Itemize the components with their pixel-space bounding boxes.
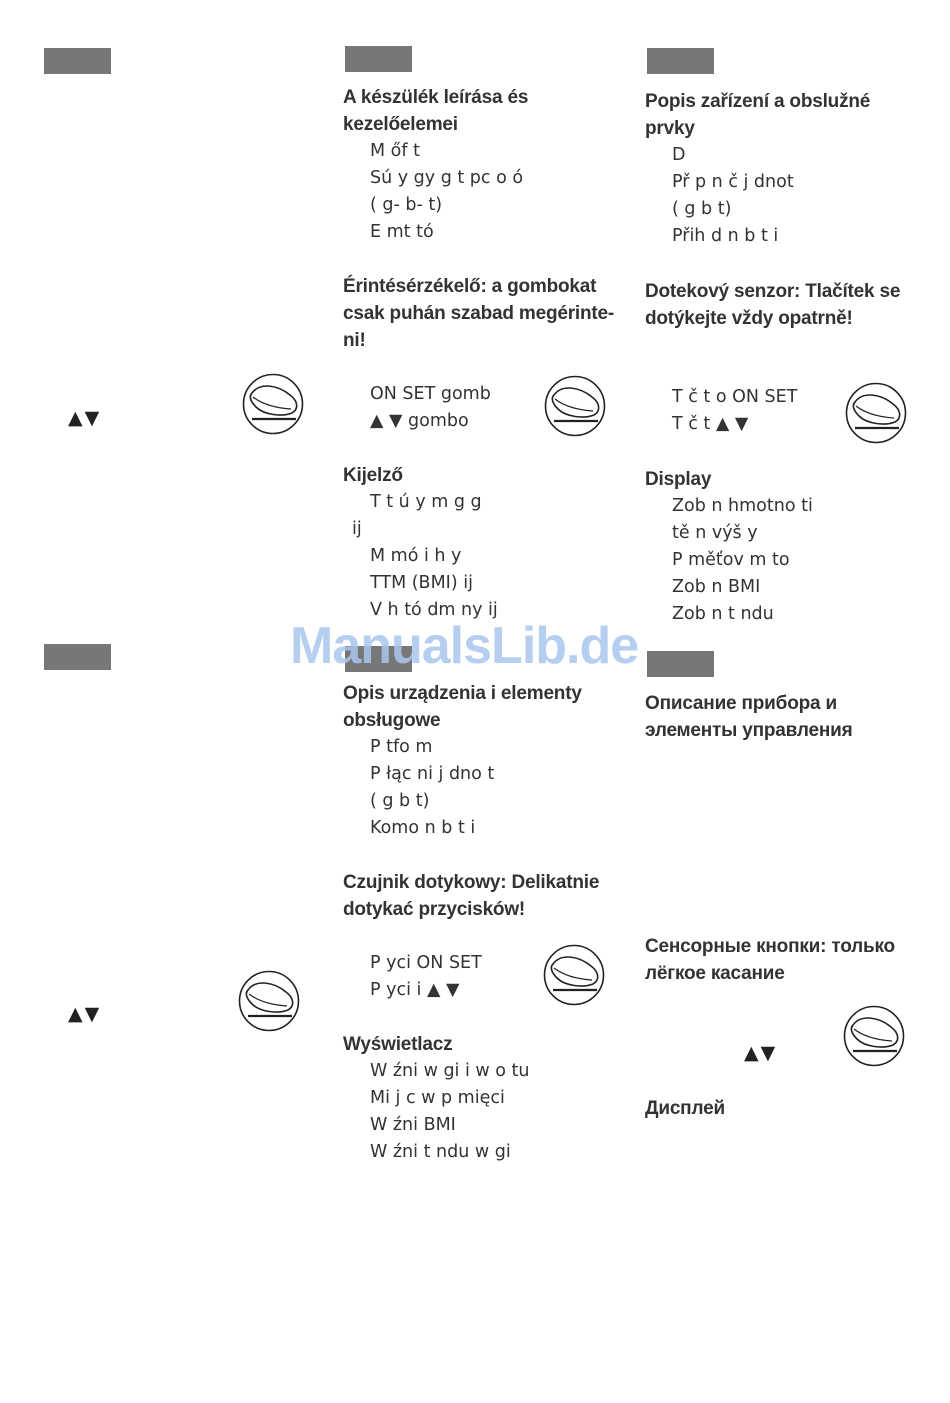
heading-hu-line1: A készülék leírása és [343, 87, 529, 108]
heading-hu-line2: kezelőelemei [343, 114, 458, 135]
list-item: M őf t [370, 141, 420, 161]
touch-heading-hu-line1: Érintésérzékelő: a gombokat [343, 276, 597, 297]
display-item: Zob n hmotno ti [672, 496, 813, 516]
button-item: T č t ▲ ▼ [672, 414, 749, 434]
display-item: P měťov m to [672, 550, 790, 570]
heading-pl-line2: obsługowe [343, 710, 441, 731]
list-item: ( g- b- t) [370, 195, 443, 215]
arrow-up-down-icon: ▲▼ [68, 1003, 102, 1025]
section-tab-marker [345, 46, 412, 72]
display-item: W źni t ndu w gi [370, 1142, 511, 1162]
display-item: W źni BMI [370, 1115, 456, 1135]
display-heading-hu: Kijelző [343, 465, 403, 486]
display-item: W źni w gi i w o tu [370, 1061, 530, 1081]
section-tab-marker [44, 48, 111, 74]
heading-cz-line2: prvky [645, 118, 695, 139]
touch-finger-icon [242, 373, 304, 435]
touch-finger-icon [544, 375, 606, 437]
touch-heading-cz-line2: dotýkejte vždy opatrně! [645, 308, 853, 329]
section-tab-marker [44, 644, 111, 670]
list-item: Přih d n b t i [672, 226, 779, 246]
list-item: P łąc ni j dno t [370, 764, 495, 784]
display-item: Zob n t ndu [672, 604, 774, 624]
display-item: TTM (BMI) ij [370, 573, 473, 593]
touch-heading-cz-line1: Dotekový senzor: Tlačítek se [645, 281, 901, 302]
heading-ru-line2: элементы управления [645, 720, 853, 741]
touch-finger-icon [238, 970, 300, 1032]
list-item: E mt tó [370, 222, 434, 242]
display-item: ij [352, 519, 362, 539]
display-item: Zob n BMI [672, 577, 761, 597]
display-item: tě n výš y [672, 523, 758, 543]
list-item: P tfo m [370, 737, 433, 757]
button-item: ON SET gomb [370, 384, 491, 404]
heading-cz-line1: Popis zařízení a obslužné [645, 91, 871, 112]
section-tab-marker [647, 48, 714, 74]
list-item: ( g b t) [672, 199, 732, 219]
display-item: T t ú y m g g [370, 492, 482, 512]
arrow-up-down-icon: ▲▼ [744, 1042, 778, 1064]
touch-heading-pl-line1: Czujnik dotykowy: Delikatnie [343, 872, 600, 893]
touch-finger-icon [843, 1005, 905, 1067]
display-heading-pl: Wyświetlacz [343, 1034, 453, 1055]
watermark: ManualsLib.de [290, 617, 639, 675]
arrow-up-down-icon: ▲▼ [68, 407, 102, 429]
touch-heading-hu-line3: ni! [343, 330, 366, 351]
display-item: V h tó dm ny ij [370, 600, 498, 620]
heading-ru-line1: Описание прибора и [645, 693, 837, 714]
touch-heading-hu-line2: csak puhán szabad megérinte- [343, 303, 615, 324]
touch-finger-icon [845, 382, 907, 444]
display-heading-ru: Дисплей [645, 1098, 725, 1119]
list-item: ( g b t) [370, 791, 430, 811]
touch-heading-ru-line1: Сенсорные кнопки: только [645, 936, 895, 957]
button-item: T č t o ON SET [672, 387, 798, 407]
touch-heading-pl-line2: dotykać przycisków! [343, 899, 526, 920]
list-item: Komo n b t i [370, 818, 476, 838]
display-item: M mó i h y [370, 546, 462, 566]
heading-pl-line1: Opis urządzenia i elementy [343, 683, 582, 704]
button-item: ▲ ▼ gombo [370, 411, 469, 431]
display-heading-cz: Display [645, 469, 712, 490]
button-item: P yci i ▲ ▼ [370, 980, 460, 1000]
touch-finger-icon [543, 944, 605, 1006]
display-item: Mi j c w p mięci [370, 1088, 505, 1108]
button-item: P yci ON SET [370, 953, 482, 973]
touch-heading-ru-line2: лёгкое касание [645, 963, 785, 984]
list-item: Př p n č j dnot [672, 172, 794, 192]
list-item: D [672, 145, 686, 165]
list-item: Sú y gy g t pc o ó [370, 168, 524, 188]
